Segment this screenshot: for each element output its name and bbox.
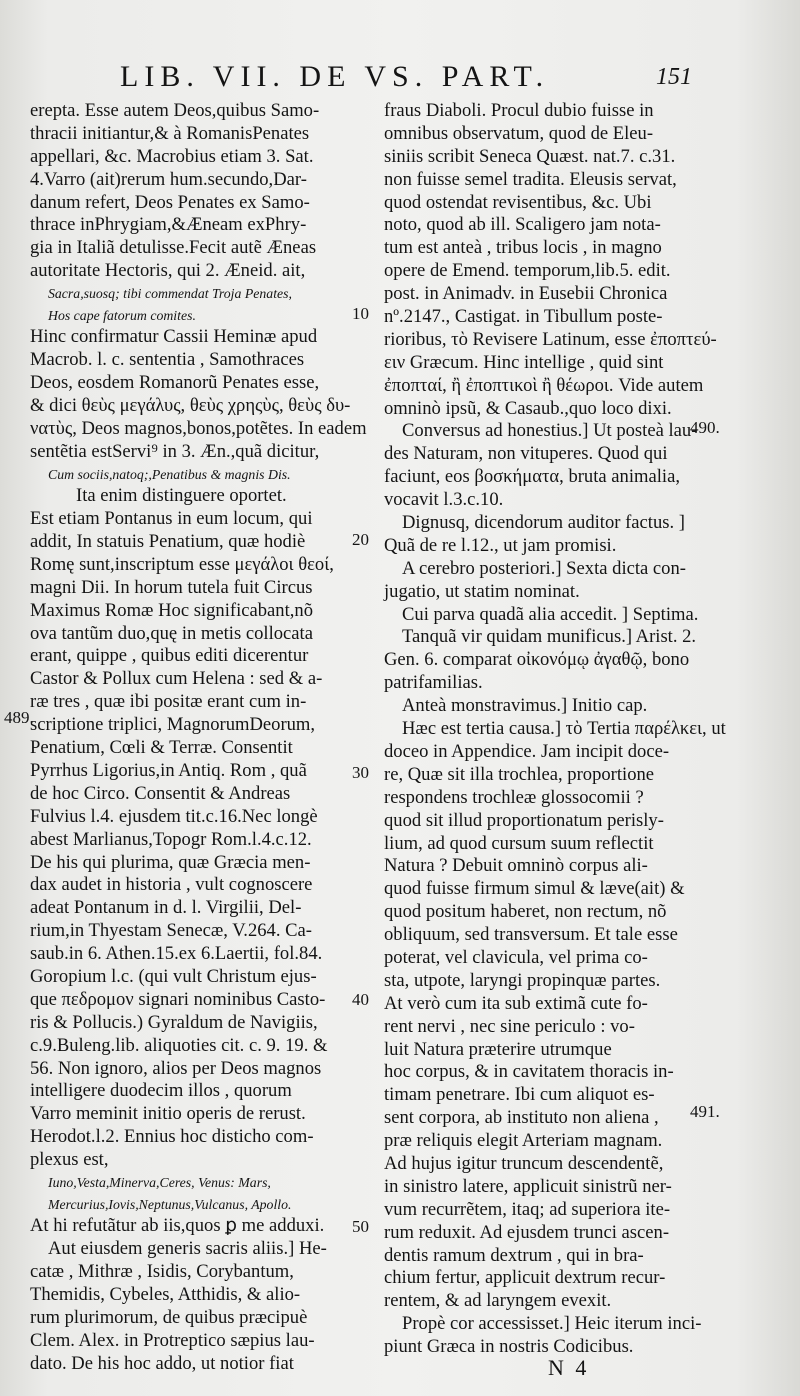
text-line: Aut eiusdem generis sacris aliis.] He- bbox=[48, 1238, 327, 1260]
text-line: respondens trochleæ glossocomii ? bbox=[384, 786, 644, 808]
text-line: Tanquã vir quidam munificus.] Arist. 2. bbox=[402, 626, 697, 648]
text-line: Propè cor accessisset.] Heic iterum inci- bbox=[402, 1313, 702, 1335]
text-line: re, Quæ sit illa trochlea, proportione bbox=[384, 763, 655, 785]
text-line: νατὺς, Deos magnos,bonos,potẽtes. In eadem bbox=[30, 417, 367, 439]
text-line: scriptione triplici, MagnorumDeorum, bbox=[30, 714, 316, 736]
text-line: At hi refutãtur ab iis,quos ꝑ me adduxi. bbox=[30, 1215, 325, 1237]
text-line: Castor & Pollux cum Helena : sed & a- bbox=[30, 668, 323, 690]
text-line: Ad hujus igitur truncum descendentẽ, bbox=[384, 1152, 664, 1174]
text-line: Deos, eosdem Romanorũ Penates esse, bbox=[30, 372, 320, 394]
text-line: Varro meminit initio operis de rerust. bbox=[30, 1103, 306, 1125]
text-line: autoritate Hectoris, qui 2. Æneid. ait, bbox=[30, 260, 306, 282]
text-line: de hoc Circo. Consentit & Andreas bbox=[30, 782, 291, 804]
page-number: 151 bbox=[656, 64, 692, 90]
text-line: patrifamilias. bbox=[384, 672, 483, 694]
margin-ref-489: 489. bbox=[4, 708, 34, 727]
text-line: erant, quippe , quibus editi dicerentur bbox=[30, 645, 309, 667]
text-line: quod ostendat revisentibus, &c. Ubi bbox=[384, 191, 652, 213]
text-line: rum plurimorum, de quibus præcipuè bbox=[30, 1306, 308, 1328]
text-line: rioribus, τὸ Revisere Latinum, esse ἐποπτεύ- bbox=[384, 328, 717, 350]
text-line: rium,in Thyestam Senecæ, V.264. Ca- bbox=[30, 920, 312, 942]
text-line: fraus Diaboli. Procul dubio fuisse in bbox=[384, 100, 654, 121]
text-line: dax audet in historia , vult cognoscere bbox=[30, 874, 313, 896]
text-line: plexus est, bbox=[30, 1149, 109, 1171]
text-line: timam penetrare. Ibi cum aliquot es- bbox=[384, 1084, 655, 1106]
text-line: Hinc confirmatur Cassii Heminæ apud bbox=[30, 326, 318, 348]
text-line: rentem, & ad laryngem evexit. bbox=[384, 1290, 612, 1312]
text-line: abest Marlianus,Topogr Rom.l.4.c.12. bbox=[30, 828, 312, 850]
text-line: Maximus Romæ Hoc significabant,nõ bbox=[30, 599, 314, 621]
text-line: jugatio, ut statim nominat. bbox=[384, 580, 580, 602]
text-line: nº.2147., Castigat. in Tibullum poste- bbox=[384, 306, 663, 328]
text-line: Macrob. l. c. sententia , Samothraces bbox=[30, 349, 305, 371]
text-line: Herodot.l.2. Ennius hoc disticho com- bbox=[30, 1126, 314, 1148]
margin-ref-490: 490. bbox=[690, 418, 720, 437]
text-line: siniis scribit Seneca Quæst. nat.7. c.31. bbox=[384, 145, 676, 167]
text-line: Quã de re l.12., ut jam promisi. bbox=[384, 534, 617, 556]
text-line: sentẽtia estServi⁹ in 3. Æn.,quã dicitur, bbox=[30, 440, 320, 462]
text-line: 56. Non ignoro, alios per Deos magnos bbox=[30, 1057, 322, 1079]
text-line: non fuisse semel tradita. Eleusis servat, bbox=[384, 168, 677, 190]
text-line: appellari, &c. Macrobius etiam 3. Sat. bbox=[30, 145, 314, 167]
text-line: dato. De his hoc addo, ut notior fiat bbox=[30, 1352, 294, 1374]
text-line: sent corpora, ab instituto non aliena , bbox=[384, 1107, 659, 1129]
text-line: ova tantũm duo,quę in metis collocata bbox=[30, 622, 313, 644]
catchword-signature: N 4 bbox=[548, 1355, 590, 1380]
text-line: Pyrrhus Ligorius,in Antiq. Rom , quã bbox=[30, 759, 307, 781]
text-line: thrace inPhrygiam,&Æneam exPhry- bbox=[30, 214, 307, 236]
text-line: gia in Italiã detulisse.Fecit autẽ Æneas bbox=[30, 237, 317, 259]
text-line: Goropium l.c. (qui vult Christum ejus- bbox=[30, 965, 317, 987]
text-line: obliquum, sed transversum. Et tale esse bbox=[384, 924, 678, 946]
text-line: vocavit l.3.c.10. bbox=[384, 489, 504, 511]
text-line: rent nervi , nec sine periculo : vo- bbox=[384, 1015, 635, 1037]
text-line: danum refert, Deos Penates ex Samo- bbox=[30, 191, 310, 213]
text-line: thracii initiantur,& à RomanisPenates bbox=[30, 122, 310, 144]
text-line: quod sit illud proportionatum perisly- bbox=[384, 809, 664, 831]
text-line: faciunt, eos βοσκήματα, bruta animalia, bbox=[384, 466, 680, 488]
text-line: vum recurrẽtem, itaq; ad superiora ite- bbox=[384, 1198, 671, 1220]
text-line: Cum sociis,natoq;,Penatibus & magnis Dis. bbox=[48, 466, 291, 482]
text-line: Anteà monstravimus.] Initio cap. bbox=[402, 695, 648, 717]
text-line: ἐποπταί, ἢ ἐποπτικοὶ ἢ θέωροι. Vide autem bbox=[384, 374, 704, 396]
running-title: LIB. VII. DE VS. PART. bbox=[120, 60, 550, 93]
line-number-50: 50 bbox=[352, 1217, 369, 1236]
text-line: Ita enim distinguere oportet. bbox=[76, 485, 287, 507]
text-line: lium, ad quod cursum suum reflectit bbox=[384, 832, 654, 854]
text-line: Conversus ad honestius.] Ut posteà lau- bbox=[402, 420, 698, 442]
text-line: 4.Varro (ait)rerum hum.secundo,Dar- bbox=[30, 168, 307, 190]
text-line: intelligere duodecim illos , quorum bbox=[30, 1080, 292, 1102]
text-line: erepta. Esse autem Deos,quibus Samo- bbox=[30, 100, 320, 121]
text-line: quod fuisse firmum simul & læve(ait) & bbox=[384, 878, 685, 900]
text-line: luit Natura præterire utrumque bbox=[384, 1038, 612, 1060]
text-line: præ reliquis elegit Arteriam magnam. bbox=[384, 1130, 663, 1152]
text-line: omninò ipsũ, & Casaub.,quo loco dixi. bbox=[384, 397, 672, 419]
text-line: Iuno,Vesta,Minerva,Ceres, Venus: Mars, bbox=[48, 1174, 271, 1190]
text-line: quod positum haberet, non rectum, nõ bbox=[384, 901, 667, 923]
text-line: Romę sunt,inscriptum esse μεγάλοι θεοί, bbox=[30, 553, 334, 575]
text-line: Sacra,suosq; tibi commendat Troja Penates, bbox=[48, 286, 292, 302]
text-line: De his qui plurima, quæ Græcia men- bbox=[30, 851, 311, 873]
text-line: noto, quod ab ill. Scaligero jam nota- bbox=[384, 214, 661, 236]
text-line: Hæc est tertia causa.] τὸ Tertia παρέλκει, ut bbox=[402, 718, 726, 740]
text-line: tum est anteà , tribus locis , in magno bbox=[384, 237, 662, 259]
line-number-20: 20 bbox=[352, 530, 369, 549]
text-line: sta, utpote, laryngi propinquæ partes. bbox=[384, 969, 661, 991]
text-line: poterat, vel clavicula, vel prima co- bbox=[384, 946, 648, 968]
text-line: Cui parva quadã alia accedit. ] Septima. bbox=[402, 603, 699, 625]
margin-ref-491: 491. bbox=[690, 1102, 720, 1121]
text-line: piunt Græca in nostris Codicibus. bbox=[384, 1336, 634, 1358]
text-line: & dici θεὺς μεγάλυς, θεὺς χρηςὺς, θεὺς δυ- bbox=[30, 394, 351, 416]
text-line: que πεδρομον signari nominibus Casto- bbox=[30, 988, 326, 1010]
text-line: hoc corpus, & in cavitatem thoracis in- bbox=[384, 1061, 674, 1083]
text-line: post. in Animadv. in Eusebii Chronica bbox=[384, 283, 668, 305]
text-line: in sinistro latere, applicuit sinistrũ ner- bbox=[384, 1175, 672, 1197]
text-line: ris & Pollucis.) Gyraldum de Navigiis, bbox=[30, 1011, 318, 1033]
text-line: c.9.Buleng.lib. aliquoties cit. c. 9. 19. & bbox=[30, 1034, 328, 1056]
text-line: des Naturam, non vituperes. Quod qui bbox=[384, 443, 668, 465]
text-line: catæ , Mithræ , Isidis, Corybantum, bbox=[30, 1260, 294, 1282]
text-line: saub.in 6. Athen.15.ex 6.Laertii, fol.84. bbox=[30, 943, 323, 965]
text-line: dentis ramum dextrum , qui in bra- bbox=[384, 1244, 644, 1266]
text-line: Natura ? Debuit omninò corpus ali- bbox=[384, 855, 648, 877]
text-line: omnibus observatum, quod de Eleu- bbox=[384, 122, 654, 144]
line-number-40: 40 bbox=[352, 990, 369, 1009]
text-line: Mercurius,Iovis,Neptunus,Vulcanus, Apollo. bbox=[48, 1196, 292, 1212]
text-line: Clem. Alex. in Protreptico sæpius lau- bbox=[30, 1329, 315, 1351]
text-line: addit, In statuis Penatium, quæ hodiè bbox=[30, 531, 306, 553]
text-line: rum reduxit. Ad ejusdem trunci ascen- bbox=[384, 1221, 670, 1243]
text-line: A cerebro posteriori.] Sexta dicta con- bbox=[402, 557, 686, 579]
text-line: Est etiam Pontanus in eum locum, qui bbox=[30, 508, 313, 530]
text-line: chium fertur, applicuit dextrum recur- bbox=[384, 1267, 666, 1289]
text-line: ræ tres , quæ ibi positæ erant cum in- bbox=[30, 691, 307, 713]
text-line: Gen. 6. comparat οἰκονόμῳ ἀγαθῷ, bono bbox=[384, 649, 690, 671]
text-line: doceo in Appendice. Jam incipit doce- bbox=[384, 740, 670, 762]
text-line: adeat Pontanum in d. l. Virgilii, Del- bbox=[30, 897, 302, 919]
text-line: Fulvius l.4. ejusdem tit.c.16.Nec longè bbox=[30, 805, 318, 827]
text-line: opere de Emend. temporum,lib.5. edit. bbox=[384, 260, 671, 282]
text-line: Dignusq, dicendorum auditor factus. ] bbox=[402, 512, 685, 534]
text-line: ειν Græcum. Hinc intellige , quid sint bbox=[384, 351, 664, 373]
text-line: magni Dii. In horum tutela fuit Circus bbox=[30, 576, 313, 598]
line-number-30: 30 bbox=[352, 763, 369, 782]
line-number-10: 10 bbox=[352, 304, 369, 323]
text-line: Penatium, Cœli & Terræ. Consentit bbox=[30, 737, 293, 759]
text-line: At verò cum ita sub extimã cute fo- bbox=[384, 992, 648, 1014]
text-line: Hos cape fatorum comites. bbox=[48, 307, 196, 323]
text-line: Themidis, Cybeles, Atthidis, & alio- bbox=[30, 1283, 301, 1305]
